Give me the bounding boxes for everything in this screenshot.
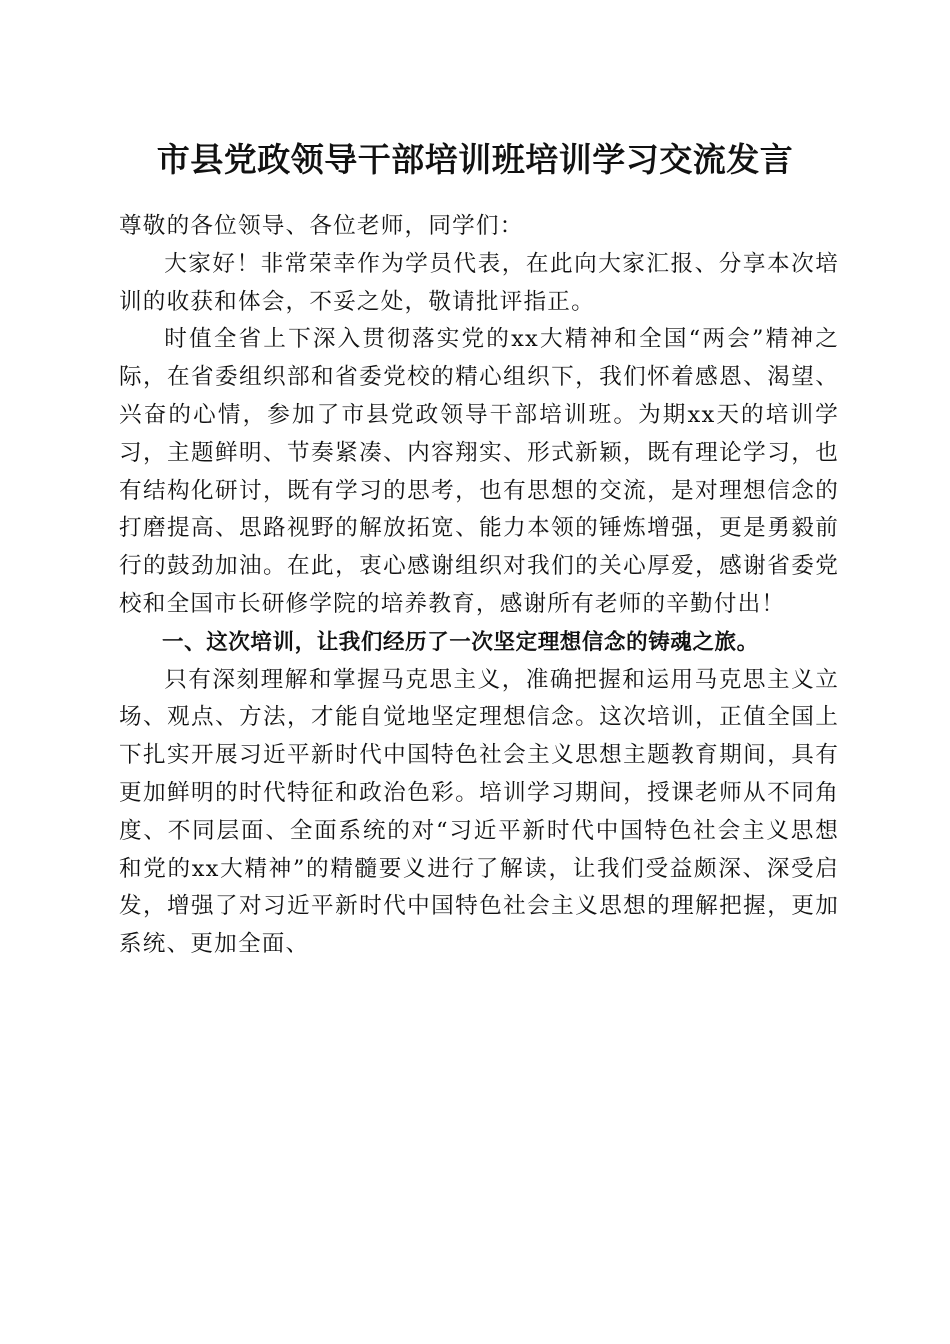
document-body [119,208,839,964]
paragraph-greeting: 大家好！非常荣幸作为学员代表，在此向大家汇报、分享本次培训的收获和体会，不妥之处，敬请批评指正。 [119,250,839,315]
paragraph-background: 时值全省上下深入贯彻落实党的xx大精神和全国“两会”精神之际，在省委组织部和省委党校的精心组织下，我们怀着感恩、渴望、兴奋的心情，参加了市县党政领导干部培训班。为期xx天的培训学习，主题鲜明、节奏紧凑、内容翔实、形式新颖，既有理论学习，也有结构化研讨，既有学习的思考，也有思想的交流，是对理想信念的打磨提高、思路视野的解放拓宽、能力本领的锤炼增强，更是勇毅前行的鼓劲加油。在此，衷心感谢组织对我们的关心厚爱，感谢省委党校和全国市长研修学院的培养教育，感谢所有老师的辛勤付出！ [119,326,839,617]
document-title: 市县党政领导干部培训班培训学习交流发言 [156,140,794,179]
salutation: 尊敬的各位领导、各位老师，同学们： [119,213,524,239]
section-heading-1: 一、这次培训，让我们经历了一次坚定理想信念的铸魂之旅。 [162,629,759,655]
section-paragraph-1: 只有深刻理解和掌握马克思主义，准确把握和运用马克思主义立场、观点、方法，才能自觉地坚定理想信念。这次培训，正值全国上下扎实开展习近平新时代中国特色社会主义思想主题教育期间，具有更加鲜明的时代特征和政治色彩。培训学习期间，授课老师从不同角度、不同层面、全面系统的对“习近平新时代中国特色社会主义思想和党的xx大精神”的精髓要义进行了解读，让我们受益颇深、深受启发，增强了对习近平新时代中国特色社会主义思想的理解把握，更加系统、更加全面、 [119,666,839,958]
